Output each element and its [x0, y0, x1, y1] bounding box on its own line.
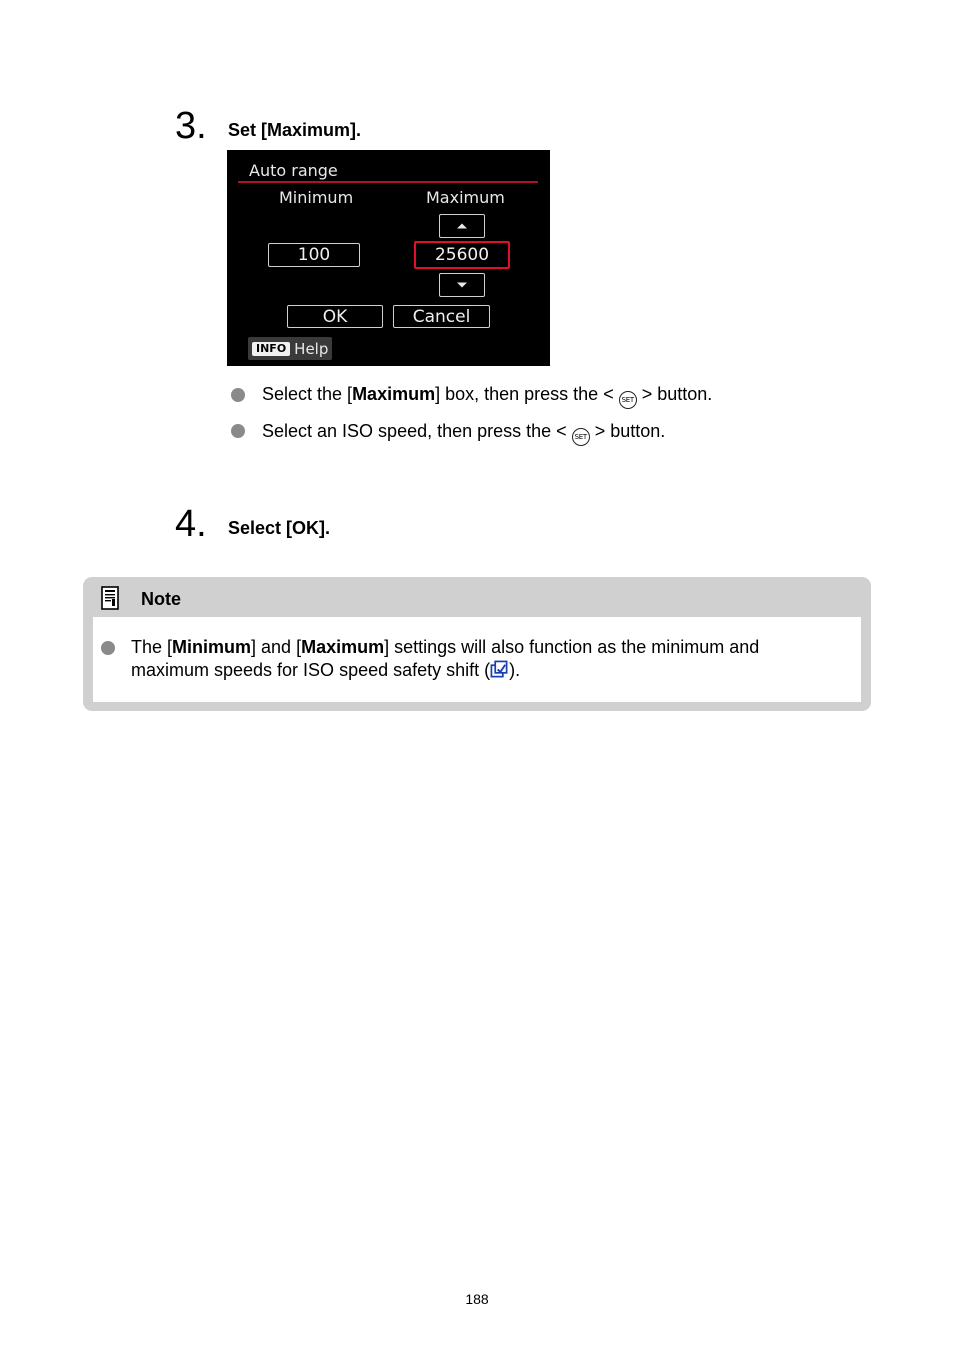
ok-button[interactable]: OK	[287, 305, 383, 328]
set-button-icon: SET	[619, 391, 637, 409]
arrow-down-icon	[457, 283, 467, 288]
minimum-label: Minimum	[279, 188, 354, 207]
arrow-up-icon	[457, 224, 467, 229]
note-title: Note	[141, 589, 181, 609]
bullet-select-iso-speed	[262, 419, 665, 446]
step-4-title: Select [OK].	[228, 518, 331, 538]
bullet-icon	[231, 424, 245, 438]
maximum-label: Maximum	[426, 188, 505, 207]
note-text-part: ] settings will also function as the minimum and	[384, 637, 760, 657]
bullet-bold-text: Maximum	[352, 384, 436, 404]
screen-title: Auto range	[249, 161, 338, 180]
screen-title-rule	[238, 181, 538, 183]
note-text-part: maximum speeds for ISO speed safety shift (	[131, 660, 491, 680]
bullet-icon	[101, 641, 115, 655]
help-label: Help	[294, 339, 329, 358]
step-3-title: Set [Maximum].	[228, 120, 362, 140]
bullet-text: > button.	[641, 384, 713, 404]
note-text-part: The [	[131, 637, 173, 657]
maximum-value-box[interactable]: 25600	[414, 241, 510, 269]
note-icon	[100, 586, 120, 610]
note-text	[131, 636, 831, 682]
maximum-down-button[interactable]	[439, 273, 485, 297]
bullet-select-maximum	[262, 382, 712, 409]
bullet-text: > button.	[594, 421, 666, 441]
note-text-part: ).	[509, 660, 521, 680]
step-4-number: 4.	[175, 503, 207, 545]
page-number: 188	[465, 1291, 489, 1307]
maximum-up-button[interactable]	[439, 214, 485, 238]
info-help-button[interactable]	[248, 337, 332, 360]
note-text-part: ] and [	[251, 637, 302, 657]
page-link-icon[interactable]	[490, 660, 509, 679]
step-3-number: 3.	[175, 105, 207, 147]
bullet-icon	[231, 388, 245, 402]
cancel-button[interactable]: Cancel	[393, 305, 490, 328]
bullet-text: ] box, then press the <	[435, 384, 614, 404]
info-tag: INFO	[252, 342, 290, 356]
minimum-value-box[interactable]: 100	[268, 243, 360, 267]
note-bold-text: Maximum	[301, 637, 385, 657]
set-button-icon: SET	[572, 428, 590, 446]
bullet-text: Select the [	[262, 384, 353, 404]
bullet-text: Select an ISO speed, then press the <	[262, 421, 567, 441]
note-bold-text: Minimum	[172, 637, 252, 657]
camera-screen-auto-range	[227, 150, 550, 366]
